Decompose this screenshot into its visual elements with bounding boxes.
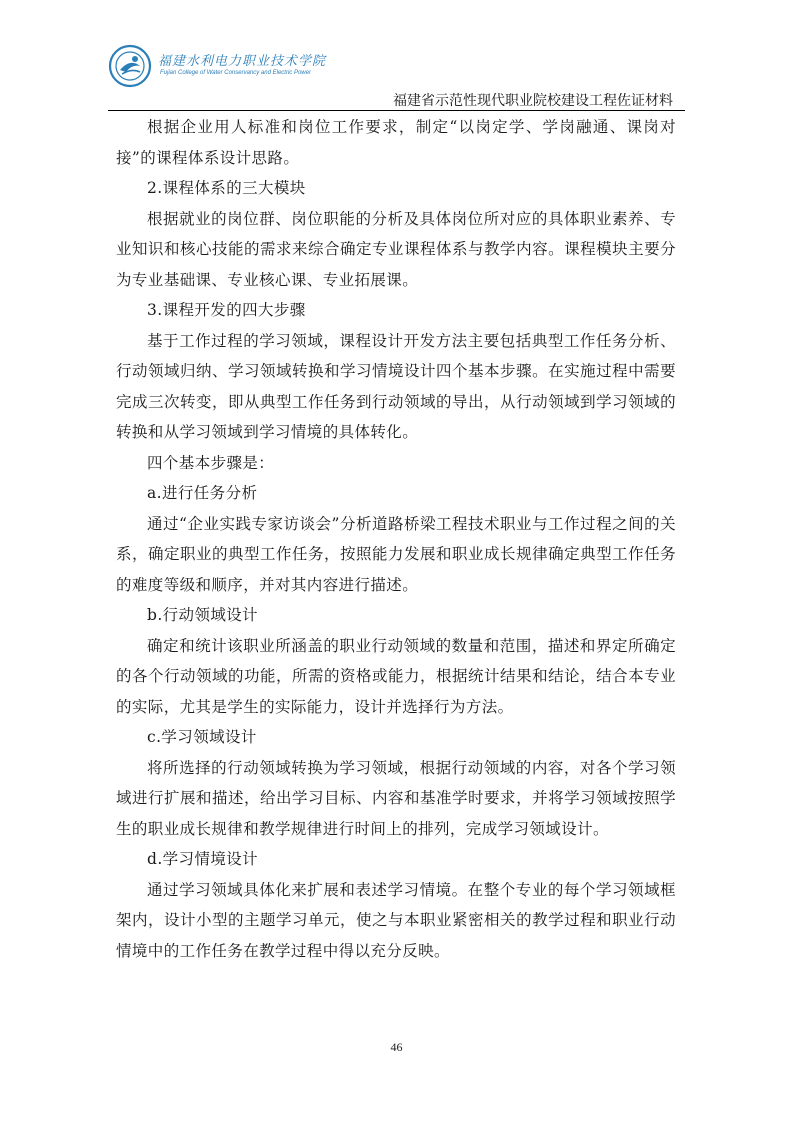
- paragraph: 通过学习领域具体化来扩展和表述学习情境。在整个专业的每个学习领域框架内，设计小型的主题学习单元，使之与本职业紧密相关的教学过程和职业行动情境中的工作任务在教学过程中得以充分反映。: [116, 880, 676, 960]
- college-emblem-icon: [108, 44, 152, 88]
- page-header: [0, 0, 793, 110]
- page-body: [116, 112, 676, 966]
- section-heading: 3.课程开发的四大步骤: [147, 301, 306, 319]
- step-heading: a.进行任务分析: [147, 484, 258, 502]
- paragraph: 确定和统计该职业所涵盖的职业行动领域的数量和范围，描述和界定所确定的各个行动领域的功能，所需的资格或能力，根据统计结果和结论，结合本专业的实际，尤其是学生的实际能力，设计并选择行为方法。: [116, 636, 676, 716]
- paragraph: 根据企业用人标准和岗位工作要求，制定“以岗定学、学岗融通、课岗对接”的课程体系设计思路。: [116, 118, 676, 167]
- college-logo: [108, 44, 327, 88]
- step-heading: b.行动领域设计: [147, 606, 259, 624]
- paragraph: 基于工作过程的学习领域，课程设计开发方法主要包括典型工作任务分析、行动领域归纳、学习领域转换和学习情境设计四个基本步骤。在实施过程中需要完成三次转变，即从典型工作任务到行动领域的导出，从行动领域到学习领域的转换和从学习领域到学习情境的具体转化。: [116, 331, 676, 441]
- section-heading: 2.课程体系的三大模块: [147, 179, 306, 197]
- paragraph: 四个基本步骤是：: [147, 453, 275, 472]
- paragraph: 将所选择的行动领域转换为学习领域，根据行动领域的内容，对各个学习领域进行扩展和描述，给出学习目标、内容和基准学时要求，并将学习领域按照学生的职业成长规律和教学规律进行时间上的排列，完成学习领域设计。: [116, 758, 676, 838]
- logo-text: 福建水利电力职业技术学院: [158, 54, 327, 69]
- paragraph: 通过“企业实践专家访谈会”分析道路桥梁工程技术职业与工作过程之间的关系，确定职业的典型工作任务，按照能力发展和职业成长规律确定典型工作任务的难度等级和顺序，并对其内容进行描述。: [116, 514, 676, 594]
- step-heading: d.学习情境设计: [147, 850, 259, 868]
- logo-subtitle: Fujian College of Water Conservancy and Electric Power: [160, 70, 311, 76]
- document-header-title: 福建省示范性现代职业院校建设工程佐证材料: [393, 93, 673, 109]
- page-number: 46: [390, 1040, 403, 1054]
- step-heading: c.学习领域设计: [147, 728, 257, 746]
- paragraph: 根据就业的岗位群、岗位职能的分析及具体岗位所对应的具体职业素养、专业知识和核心技能的需求来综合确定专业课程体系与教学内容。课程模块主要分为专业基础课、专业核心课、专业拓展课。: [116, 209, 676, 289]
- header-divider: [108, 110, 685, 111]
